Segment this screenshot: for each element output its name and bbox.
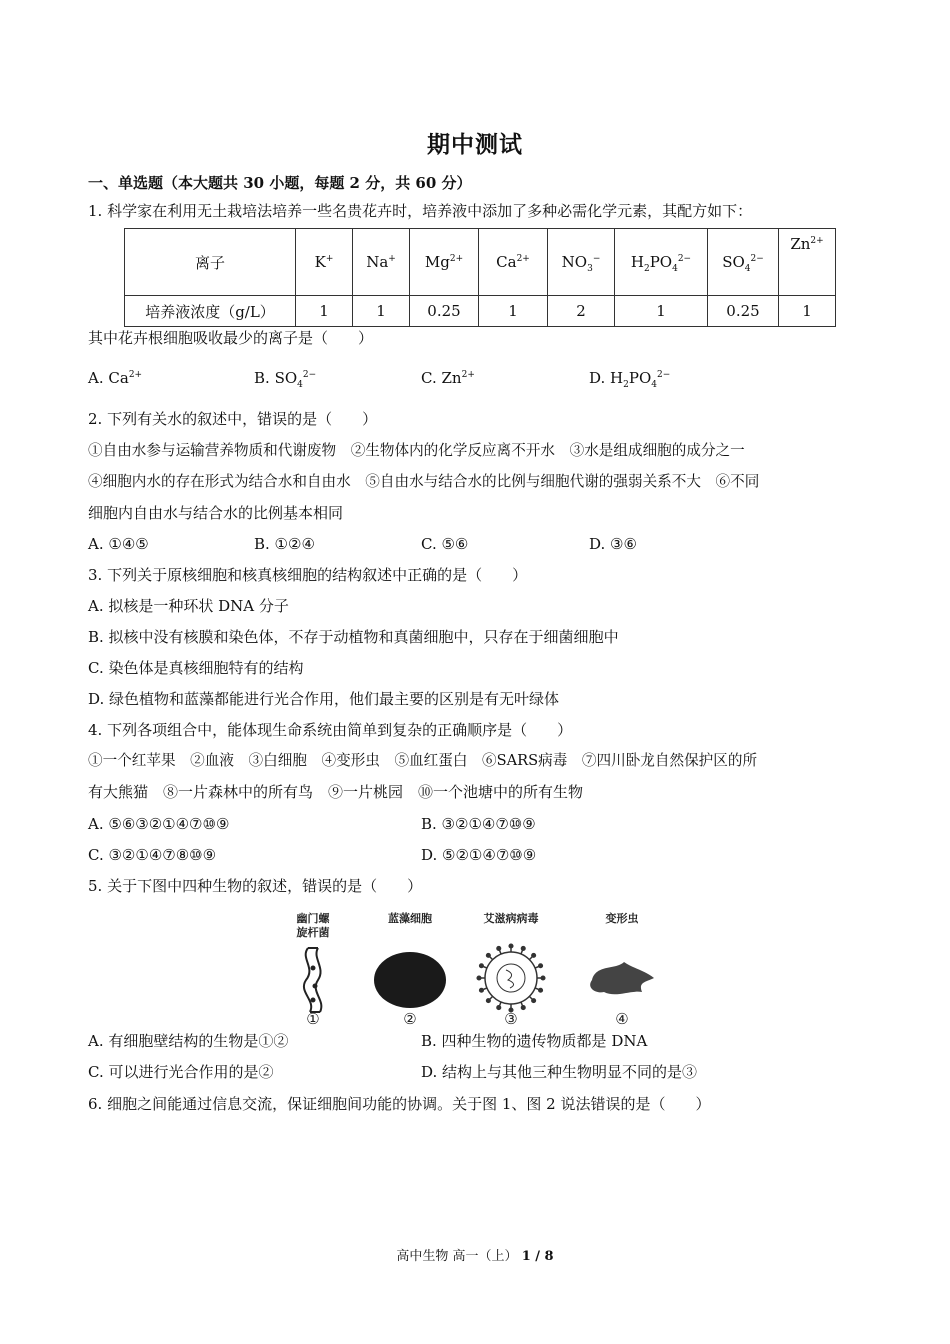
hiv-spike-tip xyxy=(532,954,536,958)
q4-option-b[interactable]: B. ③②①④⑦⑩⑨ xyxy=(421,815,536,833)
hiv-spike-tip xyxy=(497,1006,501,1010)
fig-label: 幽门螺旋杆菌 xyxy=(296,912,330,939)
table-header-concentration: 培养液浓度（g/L） xyxy=(125,296,296,327)
hiv-spike-tip xyxy=(521,1006,525,1010)
q2-line: 细胞内自由水与结合水的比例基本相同 xyxy=(88,504,344,522)
q5-option-a[interactable]: A. 有细胞壁结构的生物是①② xyxy=(88,1032,289,1050)
hiv-spike-tip xyxy=(541,976,545,980)
page-number: 1 / 8 xyxy=(521,1249,554,1264)
hiv-spike-tip xyxy=(532,999,536,1003)
q2-option-d[interactable]: D. ③⑥ xyxy=(589,535,637,553)
hiv-spike-tip xyxy=(509,944,513,948)
q1-option-a[interactable]: A. $Ca^{2+}$ xyxy=(88,369,143,387)
fig-number: ① xyxy=(306,1010,320,1028)
q2-line: ④细胞内水的存在形式为结合水和自由水 ⑤自由水与结合水的比例与细胞代谢的强弱关系不大 ⑥不同 xyxy=(88,473,760,490)
fig-number: ② xyxy=(403,1010,417,1028)
page-footer xyxy=(0,1245,950,1264)
ion-table xyxy=(124,228,836,327)
hiv-spike-tip xyxy=(477,976,481,980)
fig-label: 变形虫 xyxy=(605,912,639,925)
ion-cell: $H_2PO_4^{2-}$ xyxy=(615,229,708,296)
q2-option-a[interactable]: A. ①④⑤ xyxy=(88,535,149,553)
hiv-spike-tip xyxy=(480,964,484,968)
conc-cell: 0.25 xyxy=(708,296,779,327)
q1-option-b[interactable]: B. $SO_4^{2-}$ xyxy=(254,369,317,390)
conc-cell: 1 xyxy=(615,296,708,327)
hiv-spike-tip xyxy=(539,988,543,992)
amoeba-illustration xyxy=(590,962,654,994)
conc-cell: 2 xyxy=(548,296,615,327)
hiv-spike-tip xyxy=(539,964,543,968)
helicobacter-illustration xyxy=(304,948,321,1012)
hiv-illustration xyxy=(477,944,545,1012)
conc-cell: 1 xyxy=(779,296,836,327)
fig-label: 蓝藻细胞 xyxy=(388,912,432,925)
section-heading: 一、单选题（本大题共 30 小题，每题 2 分，共 60 分） xyxy=(88,174,472,192)
q2-option-c[interactable]: C. ⑤⑥ xyxy=(421,535,469,553)
q3-option-d[interactable]: D. 绿色植物和蓝藻都能进行光合作用，他们最主要的区别是有无叶绿体 xyxy=(88,690,560,708)
page-title: 期中测试 xyxy=(427,131,523,158)
q1-question: 其中花卉根细胞吸收最少的离子是（ ） xyxy=(88,329,374,347)
q5-option-b[interactable]: B. 四种生物的遗传物质都是 DNA xyxy=(421,1032,648,1050)
ion-cell: $SO_4^{2-}$ xyxy=(708,229,779,296)
fig-number: ④ xyxy=(615,1010,629,1028)
q2-stem: 2. 下列有关水的叙述中，错误的是（ ） xyxy=(88,410,378,428)
q1-option-c[interactable]: C. $Zn^{2+}$ xyxy=(421,369,475,387)
ion-cell: $NO_3^-$ xyxy=(548,229,615,296)
q4-line: 有大熊猫 ⑧一片森林中的所有鸟 ⑨一片桃园 ⑩一个池塘中的所有生物 xyxy=(88,783,584,801)
footer-subject: 高中生物 高一（上） xyxy=(396,1249,518,1264)
q5-option-d[interactable]: D. 结构上与其他三种生物明显不同的是③ xyxy=(421,1063,698,1081)
table-header-ion: 离子 xyxy=(125,229,296,296)
ion-cell: $Zn^{2+}$ xyxy=(779,229,836,296)
ion-cell: $Ca^{2+}$ xyxy=(479,229,548,296)
q4-line: ①一个红苹果 ②血液 ③白细胞 ④变形虫 ⑤血红蛋白 ⑥SARS病毒 ⑦四川卧龙自然保护区的所 xyxy=(88,752,758,769)
q2-option-b[interactable]: B. ①②④ xyxy=(254,535,315,553)
q4-stem: 4. 下列各项组合中，能体现生命系统由简单到复杂的正确顺序是（ ） xyxy=(88,721,573,739)
conc-cell: 1 xyxy=(353,296,410,327)
ion-cell: K+ xyxy=(296,229,353,296)
q4-option-d[interactable]: D. ⑤②①④⑦⑩⑨ xyxy=(421,846,537,864)
q6-stem: 6. 细胞之间能通过信息交流，保证细胞间功能的协调。关于图 1、图 2 说法错误的是（ ） xyxy=(88,1095,711,1113)
hiv-spike-tip xyxy=(487,999,491,1003)
q1-stem: 1. 科学家在利用无土栽培法培养一些名贵花卉时，培养液中添加了多种必需化学元素，其配方如下： xyxy=(88,202,753,220)
hiv-spike-tip xyxy=(497,947,501,951)
fig-label: 艾滋病病毒 xyxy=(483,912,539,925)
hiv-spike-tip xyxy=(480,988,484,992)
q2-line: ①自由水参与运输营养物质和代谢废物 ②生物体内的化学反应离不开水 ③水是组成细胞的成分之一 xyxy=(88,442,745,459)
q3-stem: 3. 下列关于原核细胞和核真核细胞的结构叙述中正确的是（ ） xyxy=(88,566,528,584)
organisms-figure xyxy=(286,908,686,1028)
fig-number: ③ xyxy=(504,1010,518,1028)
q3-option-a[interactable]: A. 拟核是一种环状 DNA 分子 xyxy=(88,597,289,615)
q4-option-a[interactable]: A. ⑤⑥③②①④⑦⑩⑨ xyxy=(88,815,230,833)
conc-cell: 0.25 xyxy=(410,296,479,327)
q1-option-d[interactable]: D. $H_2PO_4^{2-}$ xyxy=(589,369,671,390)
ion-cell: Na+ xyxy=(353,229,410,296)
ion-cell: $Mg^{2+}$ xyxy=(410,229,479,296)
q5-stem: 5. 关于下图中四种生物的叙述，错误的是（ ） xyxy=(88,877,423,895)
q4-option-c[interactable]: C. ③②①④⑦⑧⑩⑨ xyxy=(88,846,217,864)
q5-option-c[interactable]: C. 可以进行光合作用的是② xyxy=(88,1063,274,1081)
conc-cell: 1 xyxy=(479,296,548,327)
q3-option-b[interactable]: B. 拟核中没有核膜和染色体，不存于动植物和真菌细胞中，只存在于细菌细胞中 xyxy=(88,628,619,646)
hiv-spike-tip xyxy=(521,947,525,951)
cyanobacteria-illustration xyxy=(374,952,446,1008)
conc-cell: 1 xyxy=(296,296,353,327)
q3-option-c[interactable]: C. 染色体是真核细胞特有的结构 xyxy=(88,659,304,677)
hiv-spike-tip xyxy=(487,954,491,958)
